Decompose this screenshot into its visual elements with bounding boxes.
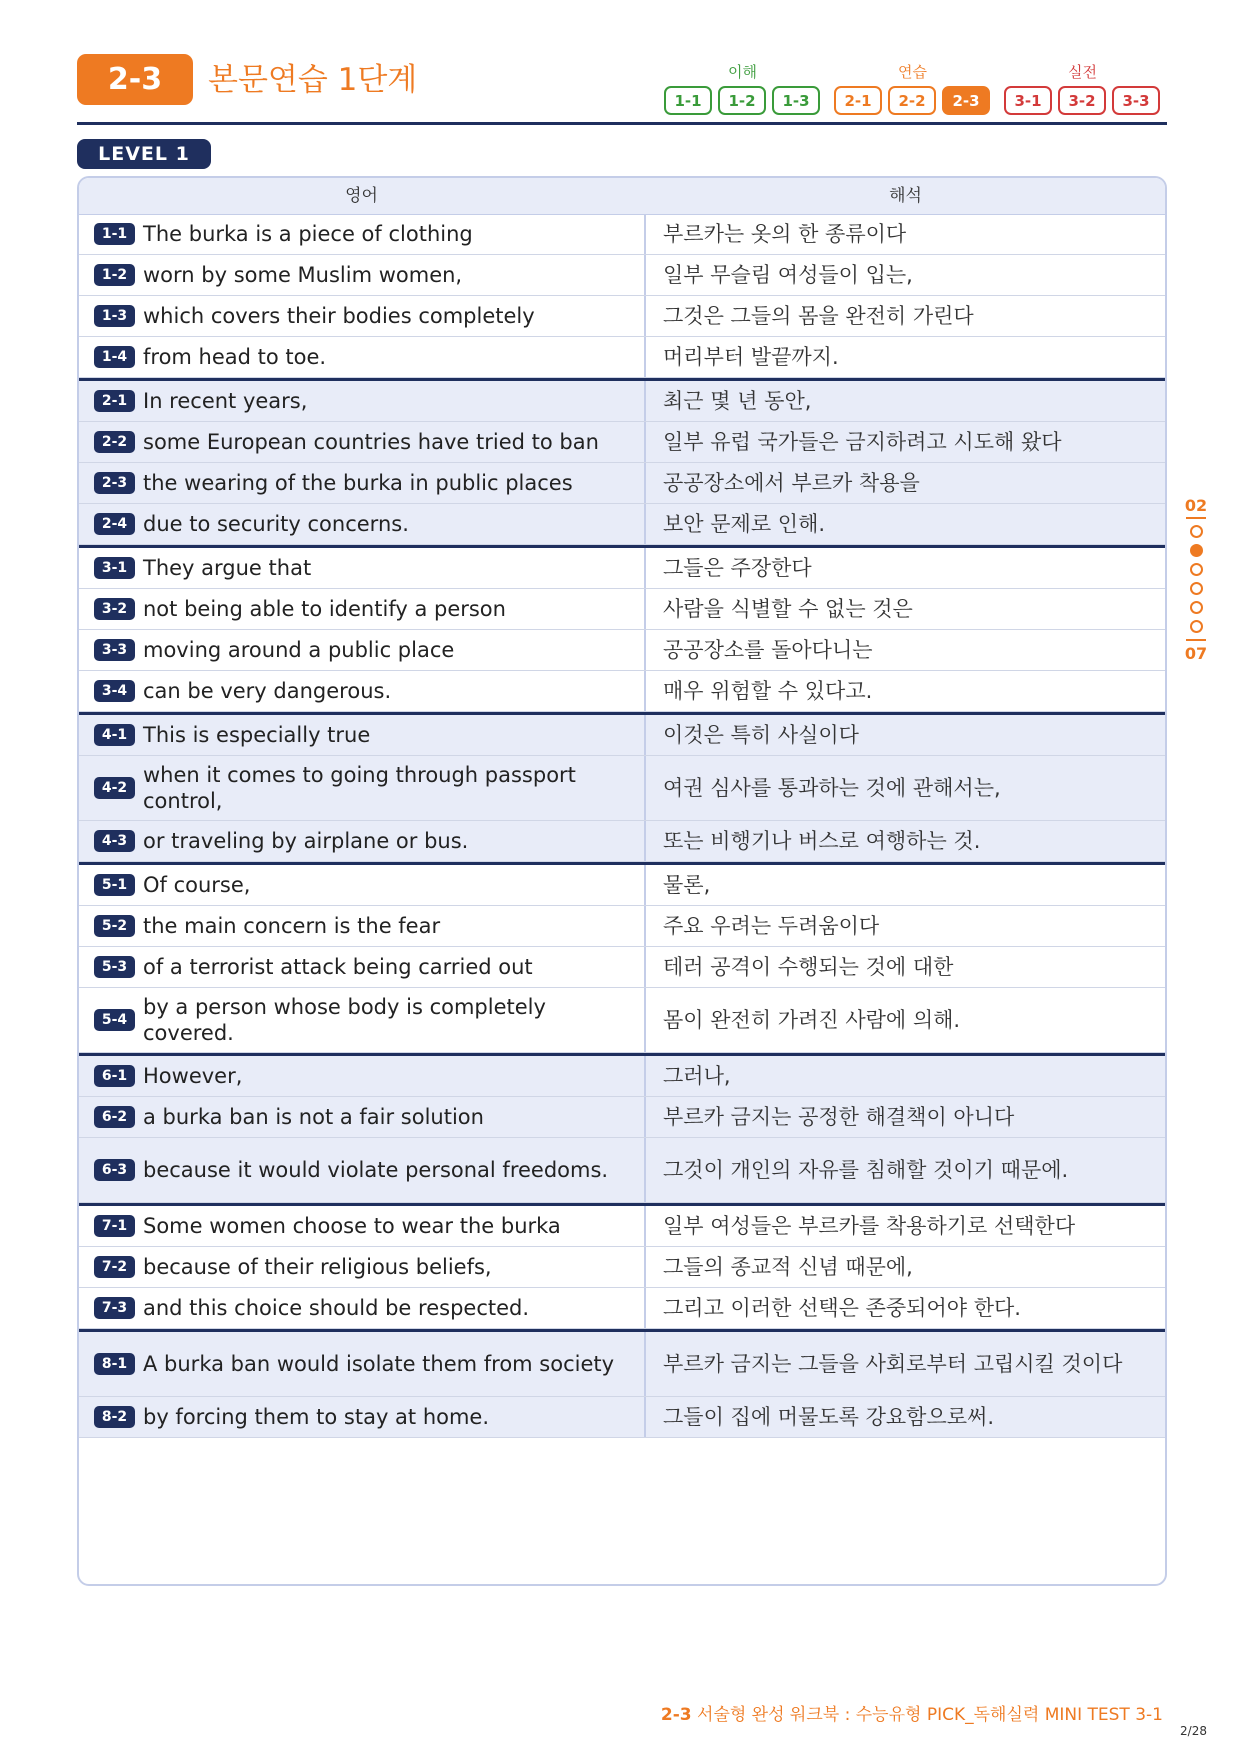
- sentence-number-badge: 3-1: [94, 557, 135, 579]
- english-sentence: This is especially true: [143, 723, 371, 747]
- english-cell: [79, 671, 646, 711]
- english-cell: [79, 296, 646, 336]
- step-2-3[interactable]: 2-3: [942, 86, 990, 115]
- table-row: [79, 1329, 1165, 1397]
- korean-translation: 일부 무슬림 여성들이 입는,: [663, 263, 913, 287]
- footer-title: 서술형 완성 워크북 : 수능유형 PICK_독해실력 MINI TEST 3-1: [697, 1705, 1163, 1725]
- english-sentence: of a terrorist attack being carried out: [143, 955, 533, 979]
- column-header-korean: 해석: [889, 186, 922, 206]
- english-cell: [79, 589, 646, 629]
- korean-translation: 주요 우려는 두려움이다: [663, 914, 880, 938]
- table-row: [79, 1053, 1165, 1097]
- table-row: [79, 906, 1165, 947]
- sentence-number-badge: 6-3: [94, 1159, 135, 1181]
- english-cell: [79, 630, 646, 670]
- footer-text: [661, 1700, 1163, 1725]
- footer-section: 2-3: [660, 1705, 692, 1725]
- step-1-1[interactable]: 1-1: [664, 86, 712, 115]
- english-cell: [79, 381, 646, 421]
- step-2-1[interactable]: 2-1: [834, 86, 882, 115]
- sentence-number-badge: 3-3: [94, 639, 135, 661]
- sentence-number-badge: 8-1: [94, 1353, 135, 1375]
- english-cell: [79, 715, 646, 755]
- korean-translation: 몸이 완전히 가려진 사람에 의해.: [663, 1008, 961, 1032]
- korean-translation: 그것이 개인의 자유를 침해할 것이기 때문에.: [663, 1158, 1069, 1182]
- sentence-number-badge: 3-2: [94, 598, 135, 620]
- english-cell: [79, 214, 646, 254]
- sentence-number-badge: 4-1: [94, 724, 135, 746]
- korean-translation: 머리부터 발끝까지.: [663, 345, 839, 369]
- table-row: [79, 337, 1165, 378]
- sentence-number-badge: 6-1: [94, 1065, 135, 1087]
- table-row: [79, 255, 1165, 296]
- page-title: 본문연습 1단계: [208, 62, 418, 98]
- step-2-2[interactable]: 2-2: [888, 86, 936, 115]
- english-cell: [79, 1138, 646, 1202]
- table-row: [79, 463, 1165, 504]
- table-row: [79, 1397, 1165, 1438]
- step-3-3[interactable]: 3-3: [1112, 86, 1160, 115]
- table-row: [79, 378, 1165, 422]
- progress-dot[interactable]: [1190, 563, 1203, 576]
- english-cell: [79, 988, 646, 1052]
- english-sentence: the wearing of the burka in public places: [143, 471, 573, 495]
- english-sentence: In recent years,: [143, 389, 308, 413]
- stage-label-understand: 이해: [728, 63, 757, 81]
- sentence-number-badge: 3-4: [94, 680, 135, 702]
- korean-translation: 물론,: [663, 873, 711, 897]
- header-divider: [77, 122, 1167, 125]
- english-cell: [79, 756, 646, 820]
- table-row: [79, 947, 1165, 988]
- table-row: [79, 589, 1165, 630]
- sentence-number-badge: 5-2: [94, 915, 135, 937]
- english-cell: [79, 1247, 646, 1287]
- korean-translation: 일부 여성들은 부르카를 착용하기로 선택한다: [663, 1214, 1076, 1238]
- side-progress-nav: [1180, 496, 1212, 663]
- table-row: [79, 545, 1165, 589]
- english-cell: [79, 337, 646, 377]
- level-badge: LEVEL 1: [77, 139, 211, 169]
- progress-dot[interactable]: [1190, 525, 1203, 538]
- korean-translation: 일부 유럽 국가들은 금지하려고 시도해 왔다: [663, 430, 1062, 454]
- progress-dot[interactable]: [1190, 620, 1203, 633]
- sentence-number-badge: 5-4: [94, 1009, 135, 1031]
- english-sentence: by a person whose body is completely covered.: [143, 995, 546, 1045]
- sentence-number-badge: 5-3: [94, 956, 135, 978]
- table-row: [79, 422, 1165, 463]
- english-cell: [79, 1332, 646, 1396]
- step-3-1[interactable]: 3-1: [1004, 86, 1052, 115]
- english-cell: [79, 1288, 646, 1328]
- table-row: [79, 504, 1165, 545]
- english-cell: [79, 422, 646, 462]
- english-cell: [79, 947, 646, 987]
- table-row: [79, 1138, 1165, 1203]
- korean-translation: 공공장소를 돌아다니는: [663, 638, 873, 662]
- sentence-number-badge: 7-1: [94, 1215, 135, 1237]
- sentence-number-badge: 2-2: [94, 431, 135, 453]
- side-nav-divider: [1186, 639, 1206, 641]
- sentence-number-badge: 5-1: [94, 874, 135, 896]
- side-nav-divider: [1186, 517, 1206, 519]
- korean-translation: 또는 비행기나 버스로 여행하는 것.: [663, 829, 981, 853]
- page-number: 2/28: [1180, 1724, 1207, 1738]
- sentence-number-badge: 4-2: [94, 777, 135, 799]
- progress-dot[interactable]: [1190, 601, 1203, 614]
- sentence-number-badge: 2-3: [94, 472, 135, 494]
- step-1-3[interactable]: 1-3: [772, 86, 820, 115]
- translation-table: [77, 176, 1167, 1586]
- side-nav-dots: [1180, 525, 1212, 633]
- step-3-2[interactable]: 3-2: [1058, 86, 1106, 115]
- korean-translation: 최근 몇 년 동안,: [663, 389, 812, 413]
- english-cell: [79, 1397, 646, 1437]
- english-cell: [79, 865, 646, 905]
- sentence-number-badge: 8-2: [94, 1406, 135, 1428]
- sentence-number-badge: 7-2: [94, 1256, 135, 1278]
- english-cell: [79, 255, 646, 295]
- korean-translation: 그러나,: [663, 1064, 731, 1088]
- korean-translation: 그리고 이러한 선택은 존중되어야 한다.: [663, 1296, 1021, 1320]
- table-row: [79, 821, 1165, 862]
- step-1-2[interactable]: 1-2: [718, 86, 766, 115]
- progress-dot[interactable]: [1190, 582, 1203, 595]
- english-sentence: worn by some Muslim women,: [143, 263, 463, 287]
- sentence-number-badge: 6-2: [94, 1106, 135, 1128]
- english-sentence: Of course,: [143, 873, 251, 897]
- table-row: [79, 1288, 1165, 1329]
- stage-label-practice: 연습: [898, 63, 927, 81]
- progress-dot[interactable]: [1190, 544, 1203, 557]
- english-sentence: can be very dangerous.: [143, 679, 392, 703]
- table-row: [79, 988, 1165, 1053]
- korean-translation: 이것은 특히 사실이다: [663, 723, 859, 747]
- table-row: [79, 671, 1165, 712]
- sentence-number-badge: 2-1: [94, 390, 135, 412]
- english-sentence: some European countries have tried to ban: [143, 430, 599, 454]
- english-sentence: due to security concerns.: [143, 512, 409, 536]
- stage-label-real: 실전: [1068, 63, 1097, 81]
- table-row: [79, 1097, 1165, 1138]
- sentence-number-badge: 2-4: [94, 513, 135, 535]
- english-sentence: because it would violate personal freedoms.: [143, 1158, 609, 1182]
- english-sentence: or traveling by airplane or bus.: [143, 829, 469, 853]
- english-sentence: The burka is a piece of clothing: [143, 222, 473, 246]
- korean-translation: 그것은 그들의 몸을 완전히 가린다: [663, 304, 974, 328]
- english-sentence: because of their religious beliefs,: [143, 1255, 492, 1279]
- column-header-english: 영어: [345, 186, 378, 206]
- table-row: [79, 712, 1165, 756]
- sentence-number-badge: 7-3: [94, 1297, 135, 1319]
- english-sentence: Some women choose to wear the burka: [143, 1214, 561, 1238]
- table-row: [79, 862, 1165, 906]
- sentence-number-badge: 1-2: [94, 264, 135, 286]
- english-sentence: and this choice should be respected.: [143, 1296, 530, 1320]
- english-cell: [79, 1097, 646, 1137]
- korean-translation: 보안 문제로 인해.: [663, 512, 826, 536]
- english-sentence: which covers their bodies completely: [143, 304, 535, 328]
- english-sentence: from head to toe.: [143, 345, 327, 369]
- english-cell: [79, 463, 646, 503]
- english-sentence: They argue that: [143, 556, 312, 580]
- table-row: [79, 630, 1165, 671]
- english-sentence: not being able to identify a person: [143, 597, 506, 621]
- english-sentence: the main concern is the fear: [143, 914, 441, 938]
- english-cell: [79, 821, 646, 861]
- table-row: [79, 296, 1165, 337]
- table-row: [79, 1203, 1165, 1247]
- korean-translation: 그들이 집에 머물도록 강요함으로써.: [663, 1405, 994, 1429]
- korean-translation: 그들은 주장한다: [663, 556, 812, 580]
- english-cell: [79, 906, 646, 946]
- english-cell: [79, 504, 646, 544]
- korean-translation: 부르카 금지는 공정한 해결책이 아니다: [663, 1105, 1015, 1129]
- sentence-number-badge: 1-4: [94, 346, 135, 368]
- table-row: [79, 756, 1165, 821]
- english-sentence: A burka ban would isolate them from society: [143, 1352, 615, 1376]
- english-sentence: when it comes to going through passport control,: [143, 763, 576, 813]
- english-cell: [79, 548, 646, 588]
- english-sentence: a burka ban is not a fair solution: [143, 1105, 484, 1129]
- korean-translation: 공공장소에서 부르카 착용을: [663, 471, 920, 495]
- english-sentence: moving around a public place: [143, 638, 455, 662]
- korean-translation: 부르카는 옷의 한 종류이다: [663, 222, 907, 246]
- korean-translation: 여권 심사를 통과하는 것에 관해서는,: [663, 776, 1001, 800]
- sentence-number-badge: 1-3: [94, 305, 135, 327]
- table-header: [79, 178, 1165, 215]
- korean-translation: 그들의 종교적 신념 때문에,: [663, 1255, 913, 1279]
- korean-translation: 부르카 금지는 그들을 사회로부터 고립시킬 것이다: [663, 1352, 1123, 1376]
- side-nav-start: 02: [1184, 496, 1208, 515]
- sentence-number-badge: 4-3: [94, 830, 135, 852]
- table-row: [79, 1247, 1165, 1288]
- side-nav-end: 07: [1184, 644, 1208, 663]
- english-sentence: by forcing them to stay at home.: [143, 1405, 490, 1429]
- english-cell: [79, 1056, 646, 1096]
- sentence-number-badge: 1-1: [94, 223, 135, 245]
- korean-translation: 테러 공격이 수행되는 것에 대한: [663, 955, 954, 979]
- english-cell: [79, 1206, 646, 1246]
- korean-translation: 사람을 식별할 수 없는 것은: [663, 597, 913, 621]
- korean-translation: 매우 위험할 수 있다고.: [663, 679, 873, 703]
- section-badge: 2-3: [77, 54, 193, 105]
- table-row: [79, 214, 1165, 255]
- english-sentence: However,: [143, 1064, 243, 1088]
